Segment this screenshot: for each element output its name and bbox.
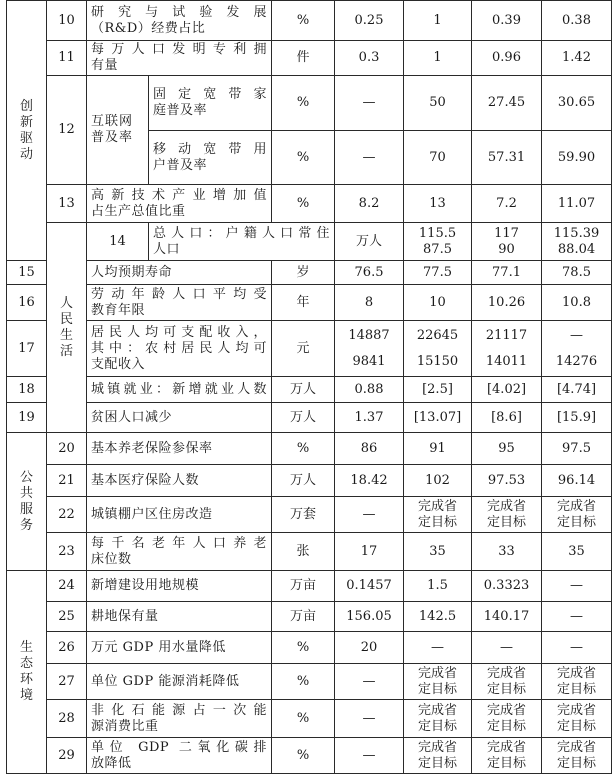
value-cell: 27.45 — [472, 76, 542, 131]
value-cell: 10 — [404, 285, 472, 321]
value-cell: 1.37 — [335, 403, 404, 433]
value-cell: 33 — [472, 533, 542, 571]
indicator-name: 固定宽带家 庭普及率 — [149, 76, 272, 131]
value-cell: 完成省 定目标 — [472, 738, 542, 774]
row-number: 29 — [47, 738, 87, 774]
value-cell: — — [335, 76, 404, 131]
row-number: 25 — [47, 602, 87, 632]
indicator-name: 研究与试验发展 （R&D）经费占比 — [87, 1, 272, 41]
row-number: 11 — [47, 41, 87, 76]
value-cell: 0.39 — [472, 1, 542, 41]
table-row — [7, 632, 612, 664]
value-cell: 完成省 定目标 — [404, 497, 472, 533]
value-cell: 18.42 — [335, 465, 404, 497]
row-number: 13 — [47, 185, 87, 223]
value-cell: 59.90 — [542, 131, 612, 185]
value-cell: 8.2 — [335, 185, 404, 223]
value-cell: 30.65 — [542, 76, 612, 131]
row-number: 22 — [47, 497, 87, 533]
unit: 元 — [272, 321, 335, 377]
row-number: 19 — [7, 403, 47, 433]
value-cell: 1 — [404, 1, 472, 41]
indicator-name: 每千名老年人口养老 床位数 — [87, 533, 272, 571]
unit: % — [272, 664, 335, 700]
table-row — [7, 700, 612, 738]
indicator-name: 基本养老保险参保率 — [87, 433, 272, 465]
value-cell: 115.39 88.04 — [542, 223, 612, 261]
row-number: 16 — [7, 285, 47, 321]
indicator-name: 高新技术产业增加值 占生产总值比重 — [87, 185, 272, 223]
row-number: 20 — [47, 433, 87, 465]
unit: % — [272, 433, 335, 465]
value-cell: 完成省 定目标 — [542, 700, 612, 738]
indicator-name: 非化石能源占一次能 源消费比重 — [87, 700, 272, 738]
value-cell: 70 — [404, 131, 472, 185]
table-row — [7, 41, 612, 76]
indicator-name: 移动宽带用 户普及率 — [149, 131, 272, 185]
value-cell: 140.17 — [472, 602, 542, 632]
unit: 万人 — [272, 465, 335, 497]
indicator-name: 城镇就业：新增就业人数 — [87, 377, 272, 403]
unit: % — [272, 76, 335, 131]
unit: 件 — [272, 41, 335, 76]
indicator-name: 单位 GDP 能源消耗降低 — [87, 664, 272, 700]
table-row — [7, 76, 612, 131]
value-cell: 156.05 — [335, 602, 404, 632]
indicator-name: 耕地保有量 — [87, 602, 272, 632]
value-cell: 完成省 定目标 — [542, 497, 612, 533]
indicator-name: 贫困人口减少 — [87, 403, 272, 433]
indicator-name: 单位 GDP 二氧化碳排 放降低 — [87, 738, 272, 774]
table-row — [7, 285, 612, 321]
table-row — [7, 497, 612, 533]
value-cell: 13 — [404, 185, 472, 223]
value-cell: [2.5] — [404, 377, 472, 403]
value-cell: 1 — [404, 41, 472, 76]
value-cell: 76.5 — [335, 261, 404, 285]
row-number: 10 — [47, 1, 87, 41]
unit: 万亩 — [272, 571, 335, 602]
value-cell: 77.5 — [404, 261, 472, 285]
indicator-name: 万元 GDP 用水量降低 — [87, 632, 272, 664]
indicator-name: 居民人均可支配收入， 其中：农村居民人均可 支配收入 — [87, 321, 272, 377]
value-cell: 86 — [335, 433, 404, 465]
unit: 岁 — [272, 261, 335, 285]
value-cell: — — [542, 602, 612, 632]
table-row — [7, 403, 612, 433]
value-cell: 97.5 — [542, 433, 612, 465]
value-cell: — — [335, 738, 404, 774]
table-row — [7, 664, 612, 700]
value-cell: — 14276 — [542, 321, 612, 377]
table-row — [7, 223, 612, 261]
unit: 万人 — [272, 403, 335, 433]
value-cell: 8 — [335, 285, 404, 321]
value-cell: 14887 9841 — [335, 321, 404, 377]
value-cell: 7.2 — [472, 185, 542, 223]
row-number: 28 — [47, 700, 87, 738]
value-cell: 20 — [335, 632, 404, 664]
value-cell: — — [542, 571, 612, 602]
table-row — [7, 321, 612, 377]
category-innovation: 创新驱动 — [7, 1, 47, 261]
value-cell: 50 — [404, 76, 472, 131]
value-cell: — — [335, 664, 404, 700]
row-number: 15 — [7, 261, 47, 285]
value-cell: 0.3 — [335, 41, 404, 76]
unit: 年 — [272, 285, 335, 321]
value-cell: [8.6] — [472, 403, 542, 433]
table-row — [7, 533, 612, 571]
unit: 张 — [272, 533, 335, 571]
value-cell: — — [542, 632, 612, 664]
value-cell: 完成省 定目标 — [472, 497, 542, 533]
value-cell: [4.74] — [542, 377, 612, 403]
value-cell: 35 — [542, 533, 612, 571]
value-cell: 77.1 — [472, 261, 542, 285]
value-cell: — — [335, 700, 404, 738]
category-ecology: 生态环境 — [7, 571, 47, 774]
indicator-name: 劳动年龄人口平均受 教育年限 — [87, 285, 272, 321]
value-cell: 完成省 定目标 — [404, 700, 472, 738]
unit: % — [272, 185, 335, 223]
row-number: 21 — [47, 465, 87, 497]
indicator-name: 总人口：户籍人口常住 人口 — [149, 223, 335, 261]
value-cell: 10.26 — [472, 285, 542, 321]
value-cell: 115.5 87.5 — [404, 223, 472, 261]
value-cell: 0.1457 — [335, 571, 404, 602]
indicator-name: 新增建设用地规模 — [87, 571, 272, 602]
value-cell: 完成省 定目标 — [404, 664, 472, 700]
table-row — [7, 185, 612, 223]
unit: % — [272, 131, 335, 185]
indicator-name: 人均预期寿命 — [87, 261, 272, 285]
value-cell: [4.02] — [472, 377, 542, 403]
value-cell: — — [404, 632, 472, 664]
value-cell: 35 — [404, 533, 472, 571]
value-cell: 11.07 — [542, 185, 612, 223]
table-row — [7, 377, 612, 403]
value-cell: [15.9] — [542, 403, 612, 433]
value-cell: 78.5 — [542, 261, 612, 285]
unit: 万人 — [335, 223, 404, 261]
value-cell: 97.53 — [472, 465, 542, 497]
value-cell: — — [335, 497, 404, 533]
unit: 万套 — [272, 497, 335, 533]
value-cell: 完成省 定目标 — [542, 664, 612, 700]
table-row — [7, 261, 612, 285]
indicator-name: 基本医疗保险人数 — [87, 465, 272, 497]
table-row — [7, 433, 612, 465]
row-number: 24 — [47, 571, 87, 602]
value-cell: 0.3323 — [472, 571, 542, 602]
value-cell: — — [335, 131, 404, 185]
value-cell: 完成省 定目标 — [472, 700, 542, 738]
value-cell: 91 — [404, 433, 472, 465]
value-cell: 0.38 — [542, 1, 612, 41]
value-cell: 95 — [472, 433, 542, 465]
indicator-name: 城镇棚户区住房改造 — [87, 497, 272, 533]
unit: 万人 — [272, 377, 335, 403]
unit: % — [272, 632, 335, 664]
row-number: 14 — [87, 223, 149, 261]
row-number: 12 — [47, 76, 87, 185]
table-row — [7, 738, 612, 774]
table-row — [7, 465, 612, 497]
value-cell: 0.25 — [335, 1, 404, 41]
table-row — [7, 1, 612, 41]
value-cell: 57.31 — [472, 131, 542, 185]
value-cell: 0.96 — [472, 41, 542, 76]
value-cell: 完成省 定目标 — [472, 664, 542, 700]
value-cell: 21117 14011 — [472, 321, 542, 377]
value-cell: [13.07] — [404, 403, 472, 433]
value-cell: 10.8 — [542, 285, 612, 321]
category-livelihood: 人民生活 — [47, 223, 87, 433]
value-cell: 1.5 — [404, 571, 472, 602]
row-number: 18 — [7, 377, 47, 403]
table-row — [7, 571, 612, 602]
value-cell: — — [472, 632, 542, 664]
value-cell: 完成省 定目标 — [404, 738, 472, 774]
row-number: 26 — [47, 632, 87, 664]
value-cell: 142.5 — [404, 602, 472, 632]
unit: % — [272, 700, 335, 738]
unit: % — [272, 1, 335, 41]
value-cell: 22645 15150 — [404, 321, 472, 377]
value-cell: 96.14 — [542, 465, 612, 497]
value-cell: 完成省 定目标 — [542, 738, 612, 774]
unit: % — [272, 738, 335, 774]
unit: 万亩 — [272, 602, 335, 632]
indicator-group: 互联网 普及率 — [87, 76, 149, 185]
value-cell: 1.42 — [542, 41, 612, 76]
row-number: 23 — [47, 533, 87, 571]
value-cell: 0.88 — [335, 377, 404, 403]
indicator-table — [6, 0, 612, 774]
value-cell: 17 — [335, 533, 404, 571]
value-cell: 117 90 — [472, 223, 542, 261]
value-cell: 102 — [404, 465, 472, 497]
category-public-service: 公共服务 — [7, 433, 47, 571]
row-number: 27 — [47, 664, 87, 700]
indicator-name: 每万人口发明专利拥 有量 — [87, 41, 272, 76]
row-number: 17 — [7, 321, 47, 377]
table-row — [7, 602, 612, 632]
